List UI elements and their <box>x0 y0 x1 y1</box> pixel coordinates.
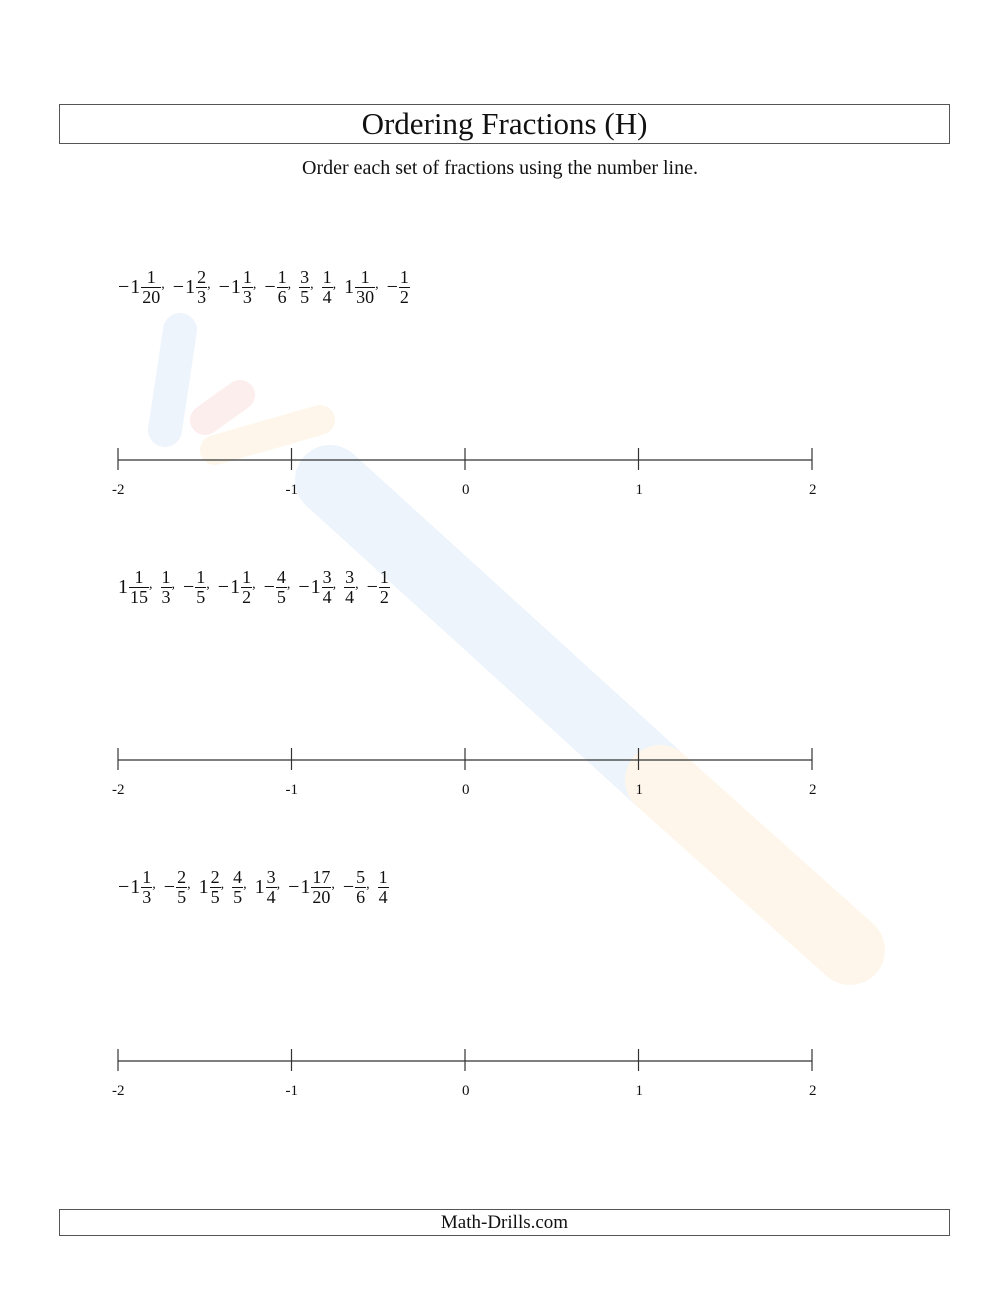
numerator: 3 <box>345 566 355 587</box>
minus-sign: − <box>264 275 276 298</box>
denominator: 5 <box>177 886 187 907</box>
numerator: 1 <box>146 266 156 287</box>
separator: , <box>220 876 225 892</box>
instructions: Order each set of fractions using the number line. <box>302 157 698 179</box>
numerator: 1 <box>134 566 144 587</box>
separator: , <box>331 876 335 892</box>
denominator: 5 <box>276 586 286 607</box>
tick-label: 0 <box>462 1083 470 1099</box>
fraction-item <box>183 568 218 607</box>
minus-sign: − <box>183 575 195 598</box>
minus-sign: − <box>366 575 378 598</box>
fraction-item <box>219 268 265 307</box>
tick-label: -2 <box>112 782 125 798</box>
separator: , <box>287 276 292 292</box>
tick-label: 0 <box>462 482 470 498</box>
fraction-item <box>264 268 299 307</box>
number-line-2 <box>95 746 835 800</box>
fraction <box>141 268 161 307</box>
problem-3-fractions <box>118 857 389 917</box>
tick-label: 1 <box>635 782 643 798</box>
tick-label: -1 <box>285 782 298 798</box>
separator: , <box>243 876 247 892</box>
separator: , <box>149 576 153 592</box>
fraction <box>322 268 333 307</box>
denominator: 20 <box>142 286 161 307</box>
tick-label: 1 <box>635 1083 643 1099</box>
denominator: 5 <box>210 886 220 907</box>
whole-number: 1 <box>130 275 141 298</box>
denominator: 3 <box>161 586 171 607</box>
separator: , <box>332 276 337 292</box>
whole-number: 1 <box>300 875 311 898</box>
denominator: 4 <box>322 286 332 307</box>
whole-number: 1 <box>118 575 128 598</box>
denominator: 4 <box>322 586 332 607</box>
minus-sign: − <box>288 875 300 898</box>
fraction-item <box>344 268 387 307</box>
minus-sign: − <box>118 275 130 298</box>
fraction <box>311 868 331 907</box>
denominator: 3 <box>142 886 152 907</box>
numerator: 3 <box>322 566 332 587</box>
problem-2-fractions <box>118 557 390 617</box>
fraction <box>232 868 243 907</box>
problem-1-fractions <box>118 257 410 317</box>
denominator: 20 <box>312 886 331 907</box>
tick-label: -2 <box>112 482 125 498</box>
separator: , <box>207 276 211 292</box>
minus-sign: − <box>218 275 230 298</box>
minus-sign: − <box>172 275 185 298</box>
tick-label: 2 <box>809 482 817 498</box>
fraction <box>276 568 287 607</box>
numerator: 1 <box>322 266 332 287</box>
separator: , <box>310 276 314 292</box>
denominator: 6 <box>277 286 287 307</box>
numerator: 17 <box>312 866 331 887</box>
fraction-item <box>322 268 345 307</box>
numerator: 1 <box>360 266 370 287</box>
fraction <box>355 268 375 307</box>
fraction-item <box>298 568 344 607</box>
fraction <box>210 868 221 907</box>
fraction-item <box>387 268 410 307</box>
denominator: 5 <box>196 586 206 607</box>
whole-number: 1 <box>230 575 241 598</box>
fraction <box>355 868 366 907</box>
whole-number: 1 <box>198 875 209 898</box>
fraction <box>322 568 333 607</box>
fraction-item <box>173 268 219 307</box>
separator: , <box>161 276 165 292</box>
whole-number: 1 <box>254 875 265 898</box>
page-title: Ordering Fractions (H) <box>59 104 950 144</box>
separator: , <box>286 576 291 592</box>
separator: , <box>152 876 156 892</box>
tick-label: -2 <box>112 1083 125 1099</box>
separator: , <box>206 576 210 592</box>
separator: , <box>355 576 359 592</box>
denominator: 15 <box>130 586 148 607</box>
separator: , <box>187 876 191 892</box>
numerator: 1 <box>277 266 287 287</box>
fraction-item <box>161 568 184 607</box>
fraction-item <box>118 268 173 307</box>
numerator: 3 <box>300 266 310 287</box>
separator: , <box>276 876 281 892</box>
separator: , <box>366 876 370 892</box>
fraction <box>299 268 310 307</box>
tick-label: -1 <box>285 482 298 498</box>
tick-label: 2 <box>809 1083 817 1099</box>
minus-sign: − <box>118 875 130 898</box>
numerator: 1 <box>379 566 389 587</box>
fraction-item <box>164 868 199 907</box>
numerator: 4 <box>233 866 243 887</box>
minus-sign: − <box>263 575 275 598</box>
fraction-item <box>299 268 322 307</box>
fraction <box>161 568 172 607</box>
numerator: 1 <box>399 266 409 287</box>
whole-number: 1 <box>344 275 355 298</box>
numerator: 4 <box>276 566 286 587</box>
separator: , <box>375 276 379 292</box>
denominator: 2 <box>379 586 389 607</box>
number-line-1 <box>95 446 835 500</box>
numerator: 1 <box>242 566 252 587</box>
separator: , <box>332 576 337 592</box>
fraction <box>176 868 187 907</box>
fraction-item <box>343 868 378 907</box>
minus-sign: − <box>163 875 176 898</box>
denominator: 30 <box>356 286 375 307</box>
fraction <box>141 868 152 907</box>
fraction-item <box>118 568 161 607</box>
tick-label: 1 <box>635 482 643 498</box>
tick-label: 2 <box>809 782 817 798</box>
fraction <box>242 268 253 307</box>
minus-sign: − <box>386 275 398 298</box>
denominator: 4 <box>345 586 355 607</box>
numerator: 1 <box>196 566 206 587</box>
fraction <box>379 568 390 607</box>
denominator: 5 <box>300 286 310 307</box>
fraction <box>129 568 149 607</box>
fraction <box>277 268 288 307</box>
footer-site: Math-Drills.com <box>59 1209 950 1236</box>
fraction-item <box>255 868 289 907</box>
whole-number: 1 <box>310 575 321 598</box>
fraction <box>344 568 355 607</box>
fraction-item <box>218 568 264 607</box>
numerator: 5 <box>356 866 366 887</box>
denominator: 2 <box>242 586 252 607</box>
fraction-item <box>264 568 299 607</box>
minus-sign: − <box>342 875 355 898</box>
separator: , <box>252 576 256 592</box>
denominator: 3 <box>197 286 207 307</box>
fraction <box>195 568 206 607</box>
numerator: 2 <box>197 266 207 287</box>
denominator: 5 <box>233 886 243 907</box>
whole-number: 1 <box>130 875 141 898</box>
fraction-item <box>288 868 343 907</box>
fraction-item <box>199 868 233 907</box>
whole-number: 1 <box>185 275 196 298</box>
numerator: 1 <box>242 266 252 287</box>
denominator: 6 <box>356 886 366 907</box>
numerator: 2 <box>210 866 220 887</box>
separator: , <box>252 276 257 292</box>
minus-sign: − <box>217 575 230 598</box>
numerator: 1 <box>161 566 171 587</box>
fraction-item <box>378 868 389 907</box>
tick-label: 0 <box>462 782 470 798</box>
denominator: 3 <box>242 286 252 307</box>
fraction <box>196 268 207 307</box>
denominator: 4 <box>266 886 276 907</box>
fraction-item <box>367 568 390 607</box>
minus-sign: − <box>298 575 310 598</box>
fraction <box>399 268 410 307</box>
number-line-3 <box>95 1047 835 1101</box>
denominator: 4 <box>378 886 388 907</box>
fraction-item <box>344 568 367 607</box>
numerator: 1 <box>142 866 152 887</box>
separator: , <box>171 576 175 592</box>
numerator: 1 <box>378 866 388 887</box>
fraction <box>266 868 277 907</box>
whole-number: 1 <box>230 275 241 298</box>
tick-label: -1 <box>285 1083 298 1099</box>
fraction <box>241 568 252 607</box>
denominator: 2 <box>399 286 409 307</box>
numerator: 3 <box>266 866 276 887</box>
numerator: 2 <box>177 866 187 887</box>
fraction-item <box>118 868 164 907</box>
fraction <box>378 868 389 907</box>
fraction-item <box>232 868 255 907</box>
